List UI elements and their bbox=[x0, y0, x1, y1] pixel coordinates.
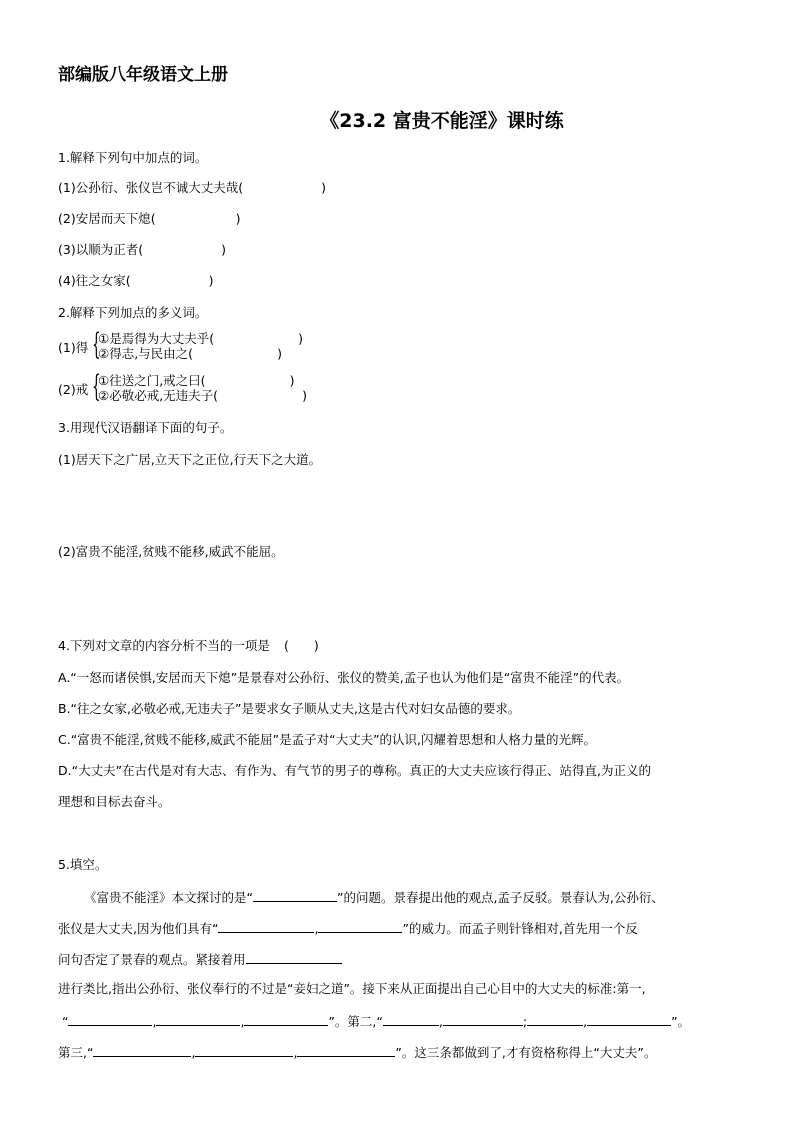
fill-blank[interactable] bbox=[253, 888, 337, 902]
fill-blank[interactable] bbox=[383, 1012, 439, 1026]
q5-line-3: 问句否定了景春的观点。紧接着用 bbox=[58, 950, 342, 968]
fill-blank[interactable] bbox=[246, 950, 342, 964]
q1-item-4: (4)往之女家( ) bbox=[58, 273, 214, 288]
q3-sentence-2: (2)富贵不能淫,贫贱不能移,威武不能屈。 bbox=[58, 544, 284, 559]
q4-option-a: A.“一怒而诸侯惧,安居而天下熄”是景春对公孙衍、张仪的赞美,孟子也认为他们是“富贵不能淫”的代表。 bbox=[58, 670, 630, 685]
q3-sentence-1: (1)居天下之广居,立天下之正位,行天下之大道。 bbox=[58, 452, 322, 467]
fill-blank[interactable] bbox=[244, 1012, 328, 1026]
fill-blank[interactable] bbox=[443, 1012, 523, 1026]
q2-group-1-line-2: ②得志,与民由之( ) bbox=[98, 346, 282, 361]
fill-blank[interactable] bbox=[587, 1012, 671, 1026]
q2-group-1-label: (1)得 bbox=[58, 340, 89, 355]
q4-option-c: C.“富贵不能淫,贫贱不能移,威武不能屈”是孟子对“大丈夫”的认识,闪耀着思想和人格力量的光辉。 bbox=[58, 732, 597, 747]
brace-icon: { bbox=[92, 327, 101, 362]
brace-icon: { bbox=[92, 369, 101, 404]
q5-line-6: 第三,“ , , ”。这三条都做到了,才有资格称得上“大丈夫”。 bbox=[58, 1045, 657, 1060]
fill-blank[interactable] bbox=[156, 1012, 240, 1026]
q5-line-1: 《富贵不能淫》本文探讨的是“ ”的问题。景春提出他的观点,孟子反驳。景春认为,公孙衍、 bbox=[84, 890, 664, 905]
q4-option-d-cont: 理想和目标去奋斗。 bbox=[58, 794, 171, 809]
q2-group-2-label: (2)戒 bbox=[58, 382, 89, 397]
q2-group-1-line-1: ①是焉得为大丈夫乎( ) bbox=[98, 331, 303, 346]
q4-option-b: B.“往之女家,必敬必戒,无违夫子”是要求女子顺从丈夫,这是古代对妇女品德的要求。 bbox=[58, 701, 521, 716]
q2-heading: 2.解释下列加点的多义词。 bbox=[58, 305, 208, 320]
q5-line-2: 张仪是大丈夫,因为他们具有“ , ”的威力。而孟子则针锋相对,首先用一个反 bbox=[58, 921, 638, 936]
q5-heading: 5.填空。 bbox=[58, 857, 108, 872]
fill-blank[interactable] bbox=[297, 1043, 395, 1057]
q1-item-2: (2)安居而天下熄( ) bbox=[58, 211, 241, 226]
document-header: 部编版八年级语文上册 bbox=[58, 65, 228, 85]
q4-heading: 4.下列对文章的内容分析不当的一项是 ( ) bbox=[58, 638, 319, 653]
q1-item-1: (1)公孙衍、张仪岂不诚大丈夫哉( ) bbox=[58, 180, 326, 195]
q2-group-2-line-2: ②必敬必戒,无违夫子( ) bbox=[98, 388, 307, 403]
q5-line-4: 进行类比,指出公孙衍、张仪奉行的不过是“妾妇之道”。接下来从正面提出自己心目中的大丈夫的标准:第一, bbox=[58, 981, 646, 996]
q1-item-3: (3)以顺为正者( ) bbox=[58, 242, 226, 257]
fill-blank[interactable] bbox=[68, 1012, 152, 1026]
q4-option-d: D.“大丈夫”在古代是对有大志、有作为、有气节的男子的尊称。真正的大丈夫应该行得正、站得直,为正义的 bbox=[58, 763, 652, 778]
q1-heading: 1.解释下列句中加点的词。 bbox=[58, 150, 208, 165]
fill-blank[interactable] bbox=[218, 919, 314, 933]
q2-group-2-line-1: ①往送之门,戒之曰( ) bbox=[98, 373, 295, 388]
q5-line-5: “ , , ”。第二,“ , ; , ”。 bbox=[62, 1014, 691, 1029]
worksheet-title: 《23.2 富贵不能淫》课时练 bbox=[320, 110, 564, 132]
fill-blank[interactable] bbox=[318, 919, 402, 933]
fill-blank[interactable] bbox=[93, 1043, 191, 1057]
q3-heading: 3.用现代汉语翻译下面的句子。 bbox=[58, 420, 233, 435]
fill-blank[interactable] bbox=[527, 1012, 583, 1026]
fill-blank[interactable] bbox=[195, 1043, 293, 1057]
